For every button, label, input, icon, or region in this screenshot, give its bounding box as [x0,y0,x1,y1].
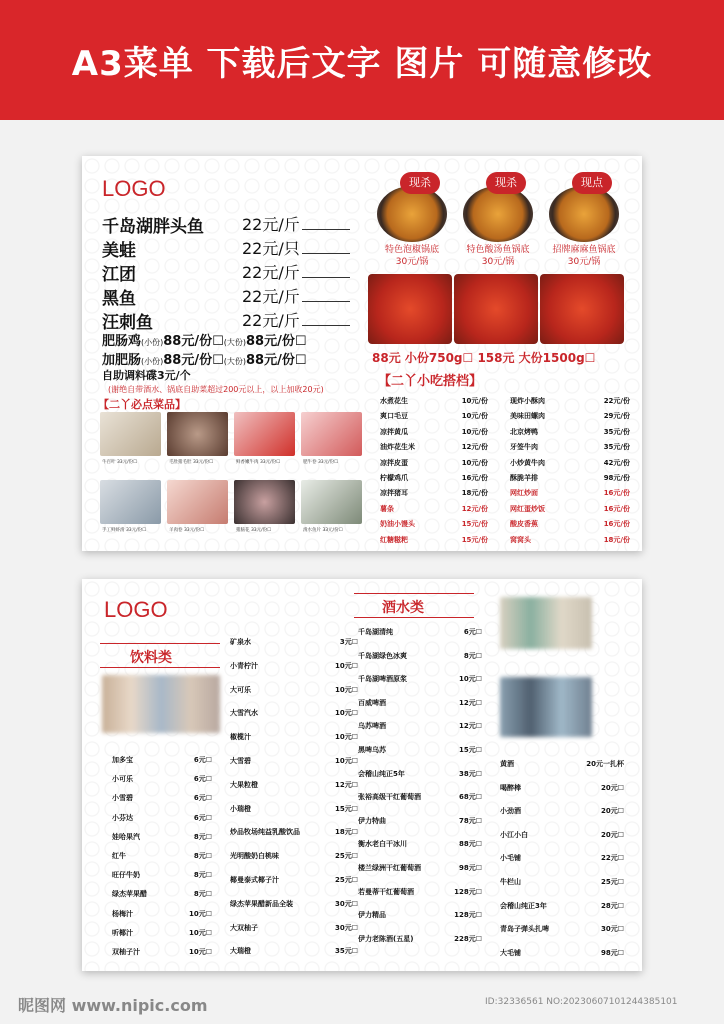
item-name: 楼兰绿洲干红葡萄酒 [358,864,421,872]
menu-row [112,774,212,784]
item-name: 牙签牛肉 [510,443,538,452]
item-name: 大雪碧 [230,757,251,765]
item-name: 薯条 [380,504,394,513]
crayfish-photo [454,274,538,344]
dish-price: 22元/只 [242,236,350,259]
item-price: 16元/份 [603,489,630,498]
must-order-title: 【二丫必点菜品】 [98,398,186,411]
item-price: 3元☐ [339,638,358,646]
thumb-caption: 手工鲜虾滑 33元/份☐ [102,528,147,533]
item-name: 北京烤鸭 [510,427,538,436]
thumb-caption: 毛肚猪毛肚 33元/份☐ [169,460,214,465]
item-name: 大毛铺 [500,948,521,957]
item-price: 10元/份 [461,458,488,467]
hotpot-photo [377,186,447,242]
item-price: 20元一扎杯 [586,760,624,768]
item-name: 杨梅汁 [112,909,133,918]
item-price: 20元☐ [600,783,624,792]
item-price: 10元☐ [458,675,482,684]
dish-photo [234,480,295,524]
dish-name: 汪刺鱼 [102,313,153,333]
hotpot-label: 特色酸汤鱼锅底 30元/锅 [466,245,530,267]
item-name: 百威啤酒 [358,698,386,707]
item-name: 小可乐 [112,775,133,784]
item-name: 衡水老白干冰川 [358,840,407,849]
item-name: 小雪碧 [112,794,133,803]
dish-name: 美蛙 [102,241,136,261]
item-name: 椰曼泰式椰子汁 [230,876,279,884]
item-price: 38元☐ [458,769,482,778]
menu-row [510,396,630,406]
item-name: 黑啤乌苏 [358,746,386,754]
item-price: 18元/份 [461,489,488,498]
item-name: 伊力特曲 [358,816,386,825]
menu-row [380,396,488,406]
portion-line: 肥肠鸡(小份)88元/份☐(大份)88元/份☐ [102,334,307,349]
item-price: 18元/份 [603,535,630,544]
item-price: 42元/份 [603,458,630,467]
menu-row [358,863,482,873]
item-price: 35元☐ [334,947,358,956]
menu-row [112,889,212,899]
dish-price: 22元/斤 [242,308,350,331]
item-price: 10元☐ [334,661,358,670]
fresh-badge: 现杀 [400,172,440,194]
item-price: 12元/份 [461,504,488,513]
menu-row [358,627,482,637]
drinks-title: 饮料类 [130,650,172,666]
divider [354,593,474,594]
item-name: 大瑞橙 [230,947,251,956]
menu-row [380,504,488,514]
item-name: 窝窝头 [510,535,531,544]
menu-row [112,870,212,880]
item-price: 20元☐ [600,830,624,839]
item-price: 8元☐ [463,651,482,660]
banner-title: A3菜单 下载后文字 图片 可随意修改 [71,43,653,84]
menu-row [510,504,630,514]
item-price: 228元☐ [454,934,482,943]
item-name: 旺仔牛奶 [112,871,140,880]
item-name: 椒榄汁 [230,733,251,742]
item-name: 酥脆羊排 [510,474,538,482]
hotpot-photo [463,186,533,242]
item-name: 伊力老陈酒(五星) [358,934,414,943]
item-name: 小瑞橙 [230,804,251,813]
item-name: 柠檬鸡爪 [380,474,408,482]
dish-price: 22元/斤 [242,260,350,283]
menu-row [230,875,358,885]
menu-row [358,745,482,755]
item-price: 128元☐ [454,887,482,896]
item-name: 大可乐 [230,685,251,694]
menu-row [358,816,482,826]
item-price: 10元☐ [188,909,212,918]
menu-row [380,473,488,483]
item-name: 千岛湖清纯 [358,628,393,636]
divider [100,643,220,644]
menu-row [112,793,212,803]
item-price: 88元☐ [458,840,482,849]
thumb-caption: 牛百叶 33元/份☐ [102,460,138,465]
item-price: 25元☐ [600,878,624,886]
item-name: 光明酸奶白桃味 [230,852,279,861]
menu-row [358,839,482,849]
menu-sheet-1 [82,156,642,551]
item-name: 爽口毛豆 [380,412,408,421]
menu-row [358,698,482,708]
item-name: 炒品牧场纯益乳酸饮品 [230,828,300,837]
menu-row [358,910,482,920]
item-price: 12元☐ [458,722,482,731]
hotpot-label: 招牌麻麻鱼锅底 30元/锅 [552,245,616,267]
item-name: 大雪汽水 [230,709,258,718]
menu-row [380,488,488,498]
menu-row [500,924,624,934]
menu-row [500,783,624,793]
menu-row [358,769,482,779]
menu-row [510,442,630,452]
menu-row [230,661,358,671]
item-name: 凉拌皮蛋 [380,458,408,467]
dish-photo [100,412,161,456]
item-price: 12元☐ [334,780,358,789]
dish-photo [301,412,362,456]
menu-row [380,535,488,545]
menu-row [380,427,488,437]
dish-photo [167,480,228,524]
item-name: 伊力精品 [358,911,386,920]
dish-name: 千岛湖胖头鱼 [102,217,204,237]
item-name: 小毛铺 [500,854,521,863]
dish-price: 22元/斤 [242,284,350,307]
menu-row [500,877,624,887]
beer-photo [500,677,592,737]
menu-row [380,442,488,452]
menu-row [358,934,482,944]
dish-photo [100,480,161,524]
item-price: 15元/份 [461,535,488,544]
item-name: 绿杰苹果醋 [112,890,147,899]
thumb-caption: 猪脑花 33元/份☐ [236,528,272,533]
sauce-line: 自助调料碟3元/个 [102,369,191,382]
hotpot-photo [549,186,619,242]
menu-row [500,853,624,863]
menu-row [510,458,630,468]
item-name: 小劲酒 [500,807,521,816]
item-price: 22元/份 [603,397,630,405]
watermark-id: ID:32336561 NO:20230607101244385101 [485,997,678,1007]
item-price: 28元☐ [600,901,624,910]
item-price: 18元☐ [334,828,358,837]
menu-row [230,780,358,790]
item-price: 78元☐ [458,816,482,825]
item-name: 红糖糍粑 [380,535,408,544]
item-price: 15元☐ [334,804,358,813]
menu-row [380,411,488,421]
item-price: 30元☐ [600,925,624,934]
item-name: 凉拌猪耳 [380,489,408,498]
item-price: 15元☐ [458,746,482,754]
item-name: 娃哈果汽 [112,832,140,841]
notice-text: (谢绝自带酒水、锅底自助菜超过200元以上，以上加收20元) [108,385,324,394]
item-price: 12元/份 [461,443,488,452]
item-name: 千岛湖啤酒原浆 [358,675,407,684]
thumb-caption: 鲜香嫩牛肉 33元/份☐ [236,460,281,465]
menu-row [230,851,358,861]
menu-row [230,827,358,837]
dish-name: 黑鱼 [102,289,136,309]
item-price: 35元/份 [603,443,630,452]
item-price: 12元☐ [458,698,482,707]
menu-row [230,708,358,718]
fresh-badge: 现点 [572,172,612,194]
menu-row [112,755,212,765]
menu-row [500,901,624,911]
menu-row [510,427,630,437]
item-price: 6元☐ [463,628,482,636]
item-name: 喝醉棒 [500,783,521,792]
top-banner [0,0,724,120]
item-price: 10元/份 [461,412,488,421]
menu-row [358,792,482,802]
liquor-photo [500,597,592,649]
item-name: 乌苏啤酒 [358,722,386,731]
item-name: 青岛子弹头扎啤 [500,925,549,934]
item-name: 大双柚子 [230,923,258,932]
item-price: 8元☐ [193,871,212,880]
wine-title: 酒水类 [382,600,424,616]
crayfish-photo [368,274,452,344]
item-name: 会稽山纯正5年 [358,769,405,778]
menu-row [500,948,624,958]
item-price: 30元☐ [334,899,358,908]
item-name: 美味田螺肉 [510,412,545,421]
item-name: 若曼蒂干红葡萄酒 [358,887,414,896]
item-name: 小炒黄牛肉 [510,458,545,467]
menu-row [500,759,624,769]
menu-row [510,488,630,498]
item-name: 双柚子汁 [112,948,140,956]
dish-photo [234,412,295,456]
item-price: 10元☐ [188,948,212,956]
menu-row [358,721,482,731]
drinks-photo [102,675,220,733]
item-price: 10元☐ [334,685,358,694]
item-price: 16元/份 [603,520,630,529]
menu-row [230,899,358,909]
menu-row [230,637,358,647]
menu-row [112,851,212,861]
item-price: 10元☐ [334,757,358,765]
thumb-caption: 肥牛卷 33元/份☐ [303,460,339,465]
item-price: 35元/份 [603,427,630,436]
item-name: 牛栏山 [500,878,521,886]
item-name: 小青柠汁 [230,661,258,670]
menu-row [510,473,630,483]
divider [100,667,220,668]
dish-name: 江团 [102,265,136,285]
item-price: 128元☐ [454,911,482,920]
divider [354,617,474,618]
menu-row [112,909,212,919]
menu-row [112,928,212,938]
menu-row [230,685,358,695]
item-price: 22元☐ [600,854,624,863]
menu-row [358,887,482,897]
menu-row [380,458,488,468]
item-price: 68元☐ [458,793,482,802]
item-name: 现炸小酥肉 [510,397,545,405]
item-price: 10元☐ [334,733,358,742]
item-price: 6元☐ [193,775,212,784]
item-price: 8元☐ [193,832,212,841]
thumb-caption: 滑水鱼片 33元/份☐ [303,528,343,533]
item-price: 25元☐ [334,876,358,884]
item-price: 15元/份 [461,520,488,529]
item-price: 6元☐ [193,794,212,803]
item-name: 凉拌黄瓜 [380,427,408,436]
item-name: 绿杰苹果醋新品全装 [230,899,293,908]
crayfish-price: 88元 小份750g☐ 158元 大份1500g☐ [372,351,596,365]
menu-row [358,651,482,661]
item-name: 张裕高级干红葡萄酒 [358,793,421,802]
crayfish-photo [540,274,624,344]
item-price: 10元/份 [461,427,488,436]
thumb-caption: 羊肉卷 33元/份☐ [169,528,205,533]
logo: LOGO [104,597,168,622]
item-price: 10元☐ [334,709,358,718]
menu-row [230,923,358,933]
menu-row [380,519,488,529]
item-name: 听椰汁 [112,928,133,937]
item-name: 小芬达 [112,813,133,822]
menu-row [112,813,212,823]
menu-row [230,804,358,814]
watermark-site: 昵图网 www.nipic.com [18,996,208,1015]
item-price: 98元☐ [600,948,624,957]
item-name: 网红蛋炒饭 [510,504,545,513]
dish-photo [301,480,362,524]
item-price: 6元☐ [193,813,212,822]
item-price: 20元☐ [600,807,624,816]
menu-sheet-2 [82,579,642,971]
menu-row [112,947,212,957]
hotpot-label: 特色泡椒锅底 30元/锅 [384,245,439,267]
menu-row [112,832,212,842]
menu-row [358,674,482,684]
item-name: 黄酒 [500,760,514,768]
menu-row [230,946,358,956]
item-name: 水煮花生 [380,397,408,405]
menu-row [510,411,630,421]
snack-title: 【二丫小吃搭档】 [378,374,483,389]
item-name: 矿泉水 [230,638,251,646]
item-price: 25元☐ [334,852,358,861]
menu-row [510,535,630,545]
item-price: 16元/份 [461,474,488,482]
item-price: 98元☐ [458,864,482,872]
item-price: 29元/份 [603,412,630,421]
item-price: 10元/份 [461,397,488,405]
item-price: 8元☐ [193,890,212,899]
item-price: 8元☐ [193,852,212,860]
dish-price: 22元/斤 [242,212,350,235]
portion-line: 加肥肠(小份)88元/份☐(大份)88元/份☐ [102,353,307,368]
menu-row [500,806,624,816]
item-price: 6元☐ [193,756,212,764]
item-name: 大果粒橙 [230,780,258,789]
item-name: 油炸花生米 [380,443,415,452]
item-price: 30元☐ [334,923,358,932]
item-name: 红牛 [112,852,126,860]
menu-row [510,519,630,529]
item-price: 10元☐ [188,928,212,937]
item-name: 酸皮香蕉 [510,520,538,529]
item-name: 加多宝 [112,756,133,764]
item-name: 小江小白 [500,830,528,839]
item-name: 会稽山纯正3年 [500,901,547,910]
item-name: 网红炒面 [510,489,538,498]
item-name: 奶油小馒头 [380,520,415,529]
logo: LOGO [102,176,166,201]
fresh-badge: 现杀 [486,172,526,194]
menu-row [230,732,358,742]
menu-row [500,830,624,840]
item-price: 16元/份 [603,504,630,513]
item-price: 98元/份 [603,474,630,482]
item-name: 千岛湖绿色冰爽 [358,651,407,660]
menu-row [230,756,358,766]
dish-photo [167,412,228,456]
